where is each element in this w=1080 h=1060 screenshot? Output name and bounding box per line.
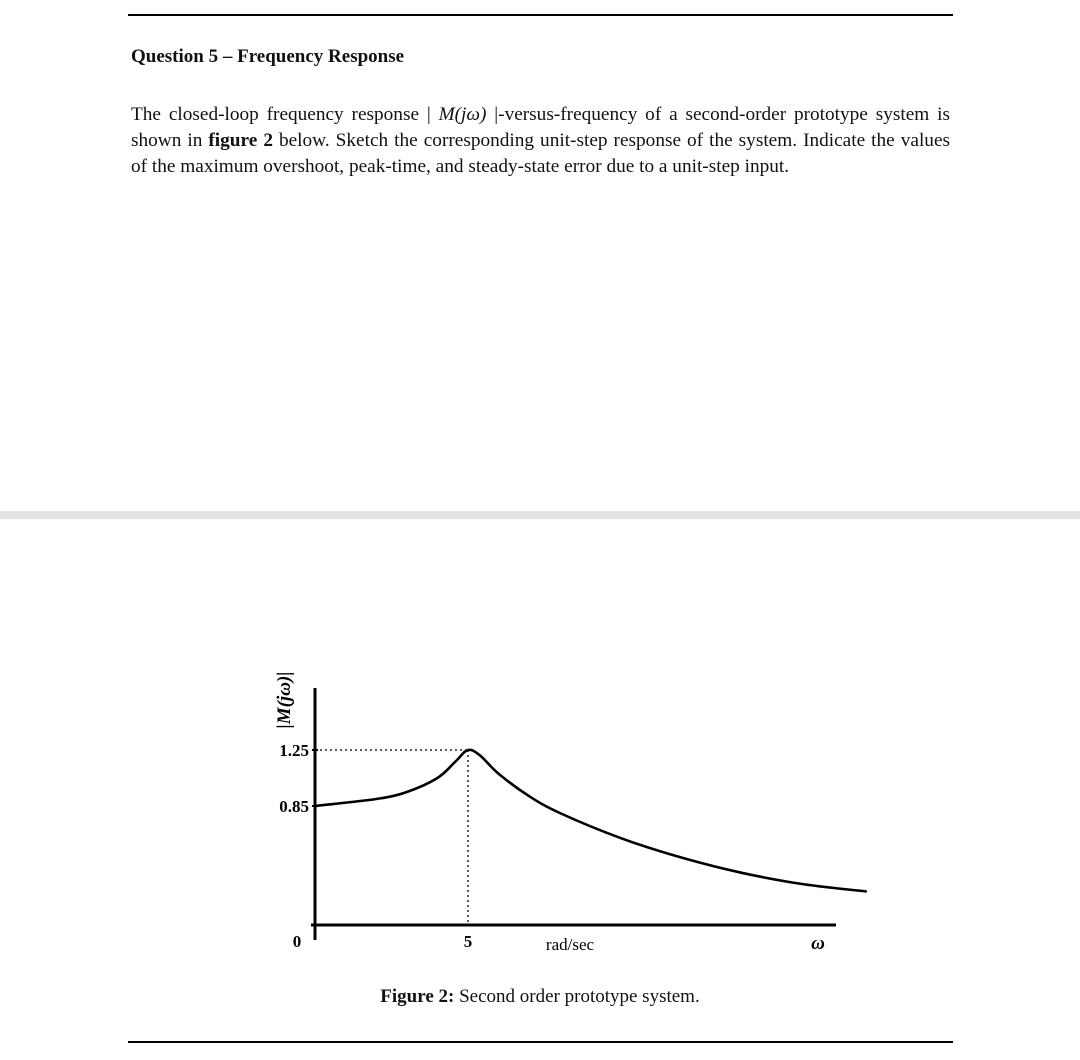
bottom-rule [128, 1041, 953, 1043]
figure-reference: figure 2 [208, 130, 273, 151]
question-text-part3: below. Sketch the corresponding unit-step response of the system. Indicate the values of the maximum overshoot, peak-time, and steady-state error due to a unit-step input. [131, 130, 951, 177]
figure-caption-text: Second order prototype system. [454, 986, 700, 1007]
x-tick-label-1: 0 [292, 932, 302, 951]
y-tick-label-1: 0.85 [279, 797, 309, 816]
question-title: Question 5 – Frequency Response [131, 46, 405, 67]
x-axis-label: rad/sec [545, 935, 595, 954]
magnitude-expression: M(jω) [438, 104, 487, 125]
x-tick-label-2: 5 [463, 932, 473, 951]
figure-caption-label: Figure 2: [380, 986, 455, 1007]
question-text-part1: The closed-loop frequency response | [131, 104, 439, 125]
y-axis-label: |M(jω)| [274, 671, 295, 729]
magnitude-curve [315, 750, 866, 892]
question-text-part2: |-versus-frequency of a second-order prototype system is shown in [131, 104, 950, 151]
omega-symbol: ω [811, 933, 825, 954]
figure-caption [0, 986, 1080, 1008]
y-tick-label-2: 1.25 [279, 741, 309, 760]
